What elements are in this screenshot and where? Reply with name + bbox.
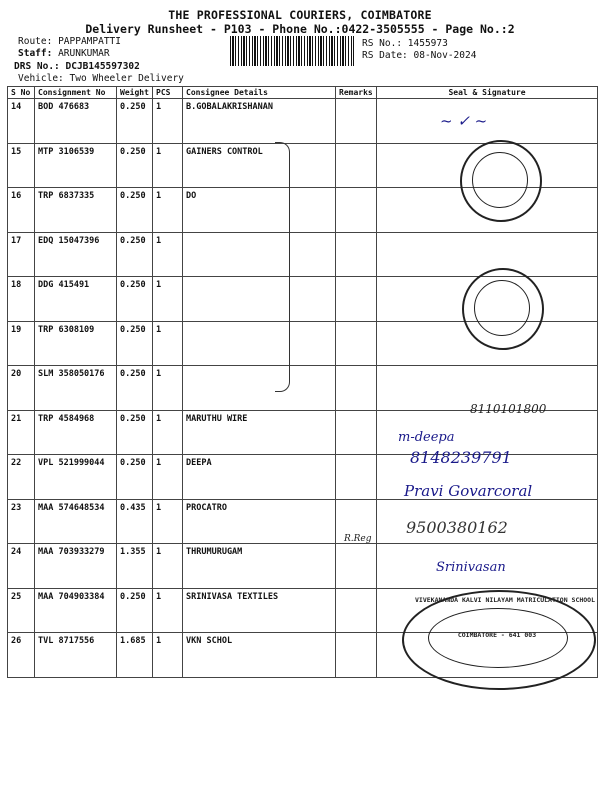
cell-weight: 0.250 <box>117 188 153 233</box>
cell-consignee <box>183 277 336 322</box>
cell-consignment: MAA 574648534 <box>35 499 117 544</box>
remark-row-24: R.Reg <box>344 534 372 544</box>
col-consignee: Consignee Details <box>183 87 336 99</box>
cell-pcs: 1 <box>153 277 183 322</box>
cell-sno: 18 <box>8 277 35 322</box>
cell-consignment: BOD 476683 <box>35 99 117 144</box>
col-consignment: Consignment No <box>35 87 117 99</box>
cell-pcs: 1 <box>153 232 183 277</box>
col-pcs: PCS <box>153 87 183 99</box>
cell-weight: 0.435 <box>117 499 153 544</box>
cell-sno: 15 <box>8 143 35 188</box>
cell-remarks <box>336 99 377 144</box>
cell-consignee: MARUTHU WIRE <box>183 410 336 455</box>
rs-no-line <box>362 38 448 49</box>
vehicle-value: Two Wheeler Delivery <box>69 73 184 84</box>
company-title: THE PROFESSIONAL COURIERS, COIMBATORE <box>168 8 432 22</box>
cell-weight: 1.685 <box>117 633 153 678</box>
vehicle-label: Vehicle: <box>18 73 64 84</box>
cell-remarks <box>336 633 377 678</box>
cell-consignee: VKN SCHOL <box>183 633 336 678</box>
cell-consignment: TRP 6837335 <box>35 188 117 233</box>
cell-sno: 20 <box>8 366 35 411</box>
signature-row-21: 8110101800 <box>470 402 547 416</box>
cell-consignee <box>183 321 336 366</box>
cell-weight: 0.250 <box>117 455 153 500</box>
cell-remarks <box>336 321 377 366</box>
cell-remarks <box>336 232 377 277</box>
cell-remarks <box>336 143 377 188</box>
cell-weight: 0.250 <box>117 588 153 633</box>
drs-line <box>14 61 140 72</box>
cell-consignee <box>183 366 336 411</box>
cell-consignee: DO <box>183 188 336 233</box>
cell-remarks <box>336 188 377 233</box>
cell-sno: 17 <box>8 232 35 277</box>
cell-pcs: 1 <box>153 321 183 366</box>
signature-row-22-phone: 8148239791 <box>410 448 512 467</box>
cell-sno: 19 <box>8 321 35 366</box>
drs-label: DRS No.: <box>14 61 60 72</box>
runsheet-subtitle: Delivery Runsheet - P103 - Phone No.:0422-3505555 - Page No.:2 <box>85 22 515 36</box>
staff-label: Staff: <box>18 48 53 59</box>
col-sno: S No <box>8 87 35 99</box>
cell-pcs: 1 <box>153 188 183 233</box>
cell-consignee: B.GOBALAKRISHANAN <box>183 99 336 144</box>
route-line <box>18 36 121 47</box>
signature-row-23: Pravi Govarcoral <box>404 482 533 500</box>
cell-weight: 0.250 <box>117 232 153 277</box>
cell-consignee: PROCATRO <box>183 499 336 544</box>
vehicle-line <box>18 73 184 84</box>
cell-weight: 0.250 <box>117 143 153 188</box>
col-weight: Weight <box>117 87 153 99</box>
signature-row-25: Srinivasan <box>436 560 506 575</box>
cell-consignment: MTP 3106539 <box>35 143 117 188</box>
cell-consignment: VPL 521999044 <box>35 455 117 500</box>
staff-line <box>18 48 110 59</box>
cell-remarks <box>336 410 377 455</box>
company-seal-inner-ring-2 <box>474 280 530 336</box>
table-header-row <box>8 87 598 99</box>
cell-sno: 21 <box>8 410 35 455</box>
rs-no-label: RS No.: <box>362 38 403 49</box>
cell-weight: 0.250 <box>117 99 153 144</box>
cell-consignment: TRP 6308109 <box>35 321 117 366</box>
rs-date-label: RS Date: <box>362 50 408 61</box>
cell-remarks <box>336 544 377 589</box>
cell-pcs: 1 <box>153 633 183 678</box>
route-label: Route: <box>18 36 53 47</box>
cell-sno: 26 <box>8 633 35 678</box>
cell-consignee: GAINERS CONTROL <box>183 143 336 188</box>
cell-pcs: 1 <box>153 410 183 455</box>
table-row <box>8 544 598 589</box>
cell-weight: 1.355 <box>117 544 153 589</box>
table-row <box>8 99 598 144</box>
col-seal-signature: Seal & Signature <box>377 87 598 99</box>
cell-pcs: 1 <box>153 99 183 144</box>
cell-weight: 0.250 <box>117 321 153 366</box>
signature-row-24-phone: 9500380162 <box>406 518 508 537</box>
cell-consignment: SLM 358050176 <box>35 366 117 411</box>
cell-weight: 0.250 <box>117 410 153 455</box>
cell-seal-signature <box>377 232 598 277</box>
cell-consignment: MAA 703933279 <box>35 544 117 589</box>
cell-consignee: THRUMURUGAM <box>183 544 336 589</box>
cell-consignment: MAA 704903384 <box>35 588 117 633</box>
signature-row-14: ~ ✓ ~ <box>440 112 488 130</box>
cell-sno: 16 <box>8 188 35 233</box>
rs-date-line <box>362 50 476 61</box>
cell-pcs: 1 <box>153 544 183 589</box>
cell-weight: 0.250 <box>117 366 153 411</box>
cell-remarks <box>336 455 377 500</box>
cell-pcs: 1 <box>153 499 183 544</box>
company-seal-inner-ring <box>472 152 528 208</box>
cell-consignment: TVL 8717556 <box>35 633 117 678</box>
cell-weight: 0.250 <box>117 277 153 322</box>
drs-value: DCJB145597302 <box>65 61 140 72</box>
cell-consignment: DDG 415491 <box>35 277 117 322</box>
signature-row-22-name: m-deepa <box>398 430 455 445</box>
rs-no-value: 1455973 <box>407 38 448 49</box>
cell-pcs: 1 <box>153 588 183 633</box>
rs-date-value: 08-Nov-2024 <box>413 50 477 61</box>
route-value: PAPPAMPATTI <box>58 36 121 47</box>
cell-consignee <box>183 232 336 277</box>
cell-remarks <box>336 588 377 633</box>
table-row <box>8 499 598 544</box>
cell-sno: 14 <box>8 99 35 144</box>
cell-pcs: 1 <box>153 366 183 411</box>
staff-value: ARUNKUMAR <box>58 48 110 59</box>
col-remarks: Remarks <box>336 87 377 99</box>
cell-remarks <box>336 277 377 322</box>
consignee-bracket <box>275 142 290 392</box>
cell-remarks <box>336 366 377 411</box>
school-stamp-text: VIVEKANANDA KALVI NILAYAM MATRICULATION SCHOOL <box>415 596 596 604</box>
cell-pcs: 1 <box>153 143 183 188</box>
cell-consignment: EDQ 15047396 <box>35 232 117 277</box>
cell-pcs: 1 <box>153 455 183 500</box>
cell-consignment: TRP 4584968 <box>35 410 117 455</box>
school-stamp-inner-text: COIMBATORE - 641 003 <box>457 631 537 639</box>
cell-sno: 25 <box>8 588 35 633</box>
cell-consignee: DEEPA <box>183 455 336 500</box>
barcode <box>230 36 354 66</box>
cell-sno: 24 <box>8 544 35 589</box>
cell-consignee: SRINIVASA TEXTILES <box>183 588 336 633</box>
cell-sno: 23 <box>8 499 35 544</box>
cell-sno: 22 <box>8 455 35 500</box>
